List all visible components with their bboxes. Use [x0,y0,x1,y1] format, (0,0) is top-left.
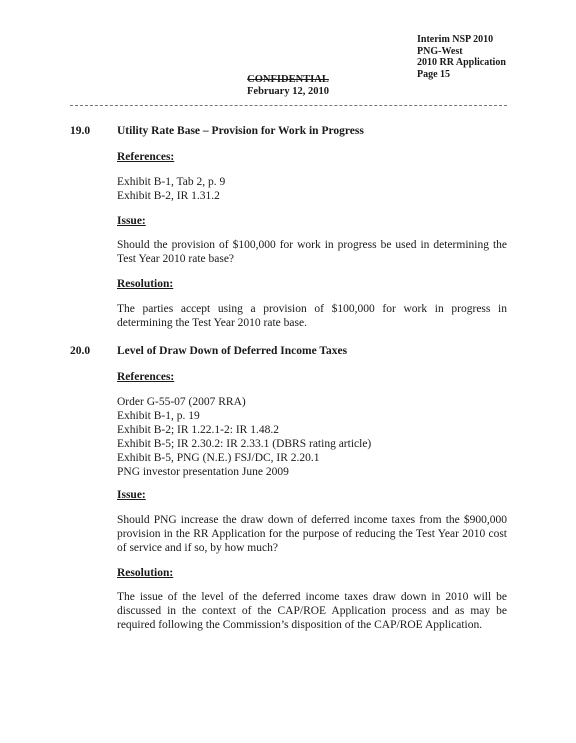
header-page-number: Page 15 [417,68,451,80]
resolution-text: The issue of the level of the deferred income taxes draw down in 2010 will be discussed in the context of the CAP/ROE Application process and as may be required following the Commission’s disposition of the CAP/ROE Application. [117,591,507,631]
resolution-heading: Resolution: [117,278,174,290]
reference-item: Exhibit B-5, PNG (N.E.) FSJ/DC, IR 2.20.1 [117,452,320,464]
document-date: February 12, 2010 [247,86,329,97]
resolution-heading: Resolution: [117,567,174,579]
reference-item: Exhibit B-2, IR 1.31.2 [117,190,220,202]
header-line: 2010 RR Application [417,57,506,68]
issue-heading: Issue: [117,489,146,501]
references-heading: References: [117,151,175,163]
issue-text: Should the provision of $100,000 for work in progress be used in determining the Test Year 2010 rate base? [117,239,507,265]
header-divider [70,105,507,106]
section-number: 20.0 [70,345,91,357]
issue-text: Should PNG increase the draw down of deferred income taxes from the $900,000 provision in the RR Application for the purpose of reducing the Test Year 2010 cost of service and if so, by how much? [117,514,507,554]
confidential-label: CONFIDENTIAL [247,74,329,85]
issue-heading: Issue: [117,215,146,227]
reference-item: Exhibit B-1, Tab 2, p. 9 [117,176,226,188]
section-title: Utility Rate Base – Provision for Work in Progress [117,125,364,137]
reference-item: Exhibit B-1, p. 19 [117,410,200,422]
section-number: 19.0 [70,125,91,137]
reference-item: Order G-55-07 (2007 RRA) [117,396,246,408]
resolution-text: The parties accept using a provision of $100,000 for work in progress in determining the Test Year 2010 rate base. [117,303,507,329]
reference-item: PNG investor presentation June 2009 [117,466,289,478]
references-list [117,395,507,479]
references-list [117,175,507,203]
header-line: PNG-West [417,45,463,57]
section-title: Level of Draw Down of Deferred Income Taxes [117,345,348,357]
references-heading: References: [117,371,175,383]
reference-item: Exhibit B-2; IR 1.22.1-2: IR 1.48.2 [117,424,279,436]
reference-item: Exhibit B-5; IR 2.30.2: IR 2.33.1 (DBRS rating article) [117,438,372,450]
confidential-block [0,74,576,98]
header-line: Interim NSP 2010 [417,34,494,45]
